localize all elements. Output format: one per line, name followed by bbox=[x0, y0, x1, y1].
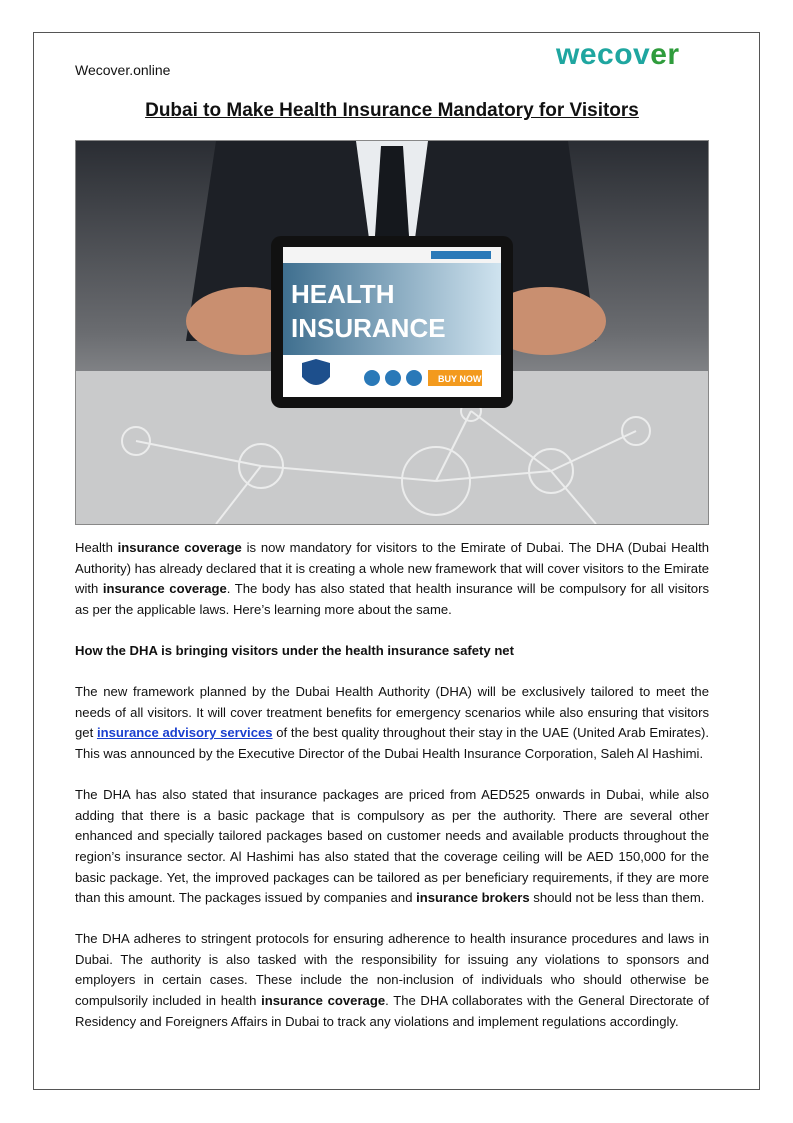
svg-text:BUY NOW: BUY NOW bbox=[438, 374, 482, 384]
svg-text:HEALTH: HEALTH bbox=[291, 279, 395, 309]
paragraph-1: Health insurance coverage is now mandatory for visitors to the Emirate of Dubai. The DHA (Dubai Health Authority) has already declared that it is creating a whole new framework that will cover visitors to the Emirate with insurance coverage. The body has also stated that health insurance will be compulsory for all visitors as per the applicable laws. Here’s learning more about the same. bbox=[75, 540, 709, 617]
paragraph-3: The DHA has also stated that insurance packages are priced from AED525 onwards in Dubai, while also adding that there is a basic package that is compulsory as per the authority. There are several other enhanced and specially tailored packages based on customer needs and available products throughout the region’s insurance sector. Al Hashimi has also stated that the coverage ceiling will be AED 150,000 for the basic package. Yet, the improved packages can be tailored as per beneficiary requirements, if they are more than this amount. The packages issued by companies and insurance brokers should not be less than them. bbox=[75, 787, 709, 906]
svg-text:INSURANCE: INSURANCE bbox=[291, 313, 446, 343]
paragraph-4: The DHA adheres to stringent protocols for ensuring adherence to health insurance procedures and laws in Dubai. The authority is also tasked with the responsibility for issuing any violations to sponsors and employers in certain cases. These include the non-inclusion of individuals who should otherwise be compulsorily included in health insurance coverage. The DHA collaborates with the General Directorate of Residency and Foreigners Affairs in Dubai to track any violations and implement regulations accordingly. bbox=[75, 931, 709, 1029]
wecover-logo: wecover bbox=[556, 38, 680, 71]
hero-image bbox=[75, 140, 709, 525]
section-heading: How the DHA is bringing visitors under the health insurance safety net bbox=[75, 642, 514, 658]
page-title: Dubai to Make Health Insurance Mandatory for Visitors bbox=[145, 100, 639, 121]
paragraph-2: The new framework planned by the Dubai Health Authority (DHA) will be exclusively tailored to meet the needs of all visitors. It will cover treatment benefits for emergency scenarios while also ensuring that visitors get insurance advisory services of the best quality throughout their stay in the UAE (United Arab Emirates). This was announced by the Executive Director of the Dubai Health Insurance Corporation, Saleh Al Hashimi. bbox=[75, 684, 709, 761]
site-name: Wecover.online bbox=[75, 62, 171, 78]
article-body bbox=[75, 538, 709, 1032]
insurance-advisory-link[interactable]: insurance advisory services bbox=[96, 725, 273, 741]
